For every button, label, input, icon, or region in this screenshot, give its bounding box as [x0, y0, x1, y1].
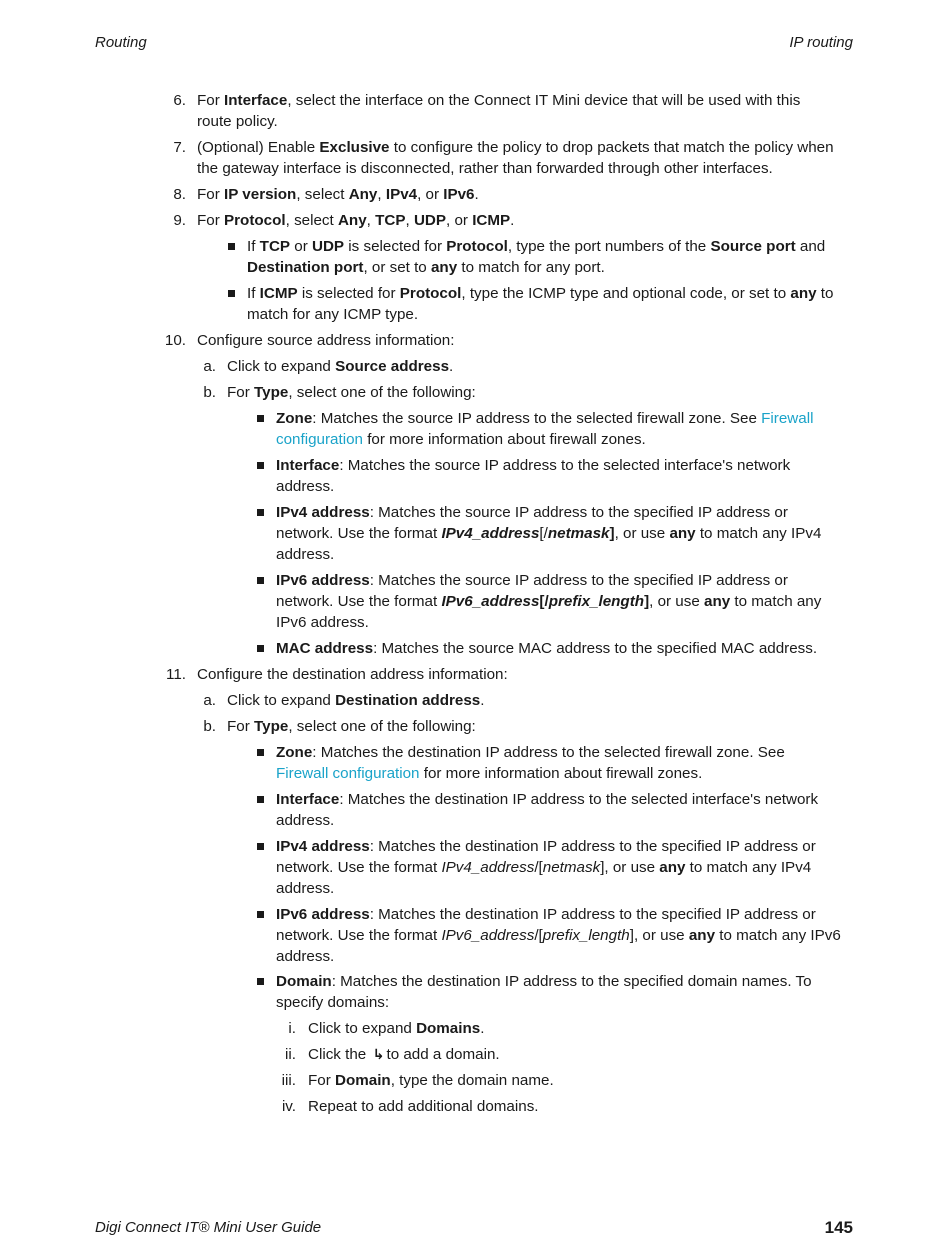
bullet	[257, 796, 264, 803]
src-zone-item-line2: configuration for more information about firewall zones.	[276, 431, 646, 448]
substep-letter: b.	[203, 718, 216, 735]
firewall-config-link[interactable]: Firewall	[761, 410, 814, 427]
step-11a: Click to expand Destination address.	[227, 692, 485, 709]
dst-domain-item-line2: specify domains:	[276, 994, 390, 1011]
dst-ipv4-item-line2: network. Use the format IPv4_address/[netmask], or use any to match any IPv4	[276, 859, 812, 876]
step-6-line2: route policy.	[197, 113, 278, 130]
bullet	[257, 911, 264, 918]
dst-ipv6-item-line2: network. Use the format IPv6_address/[prefix_length], or use any to match any IPv6	[276, 927, 841, 944]
bullet	[257, 843, 264, 850]
src-ipv4-item: IPv4 address: Matches the source IP address to the specified IP address or	[276, 504, 788, 521]
src-ipv6-item-line3: IPv6 address.	[276, 614, 369, 631]
src-ipv4-item-line3: address.	[276, 546, 335, 563]
step-9-bullet-tcp-udp: If TCP or UDP is selected for Protocol, type the port numbers of the Source port and	[247, 238, 826, 255]
substep-letter: a.	[203, 692, 216, 709]
header-topic: IP routing	[789, 34, 853, 51]
dst-interface-item-line2: address.	[276, 812, 335, 829]
bullet	[228, 290, 235, 297]
domain-step-1: Click to expand Domains.	[308, 1020, 485, 1037]
roman-number: i.	[288, 1020, 296, 1037]
substep-letter: a.	[203, 358, 216, 375]
step-number: 11.	[166, 666, 186, 683]
domain-step-3: For Domain, type the domain name.	[308, 1072, 554, 1089]
dst-zone-item: Zone: Matches the destination IP address to the selected firewall zone. See	[276, 744, 785, 761]
step-7: (Optional) Enable Exclusive to configure the policy to drop packets that match the policy when	[197, 139, 834, 156]
dst-zone-item-line2: Firewall configuration for more information about firewall zones.	[276, 765, 703, 782]
bullet	[257, 978, 264, 985]
bullet	[257, 462, 264, 469]
header-section: Routing	[95, 34, 147, 51]
src-ipv6-item: IPv6 address: Matches the source IP address to the specified IP address or	[276, 572, 788, 589]
bullet	[257, 749, 264, 756]
src-interface-item-line2: address.	[276, 478, 335, 495]
bullet	[257, 577, 264, 584]
domain-step-2: Click the ↳ to add a domain.	[308, 1046, 500, 1063]
src-ipv4-item-line2: network. Use the format IPv4_address[/netmask], or use any to match any IPv4	[276, 525, 822, 542]
dst-interface-item: Interface: Matches the destination IP address to the selected interface's network	[276, 791, 819, 808]
step-11: Configure the destination address information:	[197, 666, 508, 683]
step-6: For Interface, select the interface on the Connect IT Mini device that will be used with this	[197, 92, 801, 109]
src-ipv6-item-line2: network. Use the format IPv6_address[/prefix_length], or use any to match any	[276, 593, 822, 610]
step-9-bullet-tcp-udp-line2: Destination port, or set to any to match for any port.	[247, 259, 605, 276]
step-10a: Click to expand Source address.	[227, 358, 454, 375]
bullet	[257, 415, 264, 422]
bullet	[228, 243, 235, 250]
step-number: 10.	[164, 332, 186, 349]
footer-title: Digi Connect IT® Mini User Guide	[95, 1219, 322, 1236]
bullet	[257, 509, 264, 516]
src-mac-item: MAC address: Matches the source MAC address to the specified MAC address.	[276, 640, 818, 657]
dst-ipv6-item: IPv6 address: Matches the destination IP address to the specified IP address or	[276, 906, 816, 923]
dst-ipv6-item-line3: address.	[276, 948, 335, 965]
step-10b: For Type, select one of the following:	[227, 384, 476, 401]
step-8: For IP version, select Any, IPv4, or IPv6.	[197, 186, 479, 203]
src-interface-item: Interface: Matches the source IP address to the selected interface's network	[276, 457, 791, 474]
roman-number: iv.	[281, 1098, 296, 1115]
firewall-config-link[interactable]: Firewall configuration	[276, 765, 420, 782]
src-zone-item: Zone: Matches the source IP address to the selected firewall zone. See Firewall	[276, 410, 814, 427]
roman-number: iii.	[281, 1072, 296, 1089]
step-10: Configure source address information:	[197, 332, 455, 349]
add-icon[interactable]: ↳	[372, 1046, 385, 1062]
firewall-config-link[interactable]: configuration	[276, 431, 363, 448]
page-number: 145	[824, 1218, 853, 1237]
step-number: 8.	[173, 186, 186, 203]
dst-ipv4-item: IPv4 address: Matches the destination IP address to the specified IP address or	[276, 838, 816, 855]
substep-letter: b.	[203, 384, 216, 401]
step-9-bullet-icmp-line2: match for any ICMP type.	[247, 306, 419, 323]
domain-step-4: Repeat to add additional domains.	[308, 1098, 539, 1115]
step-number: 9.	[173, 212, 186, 229]
dst-ipv4-item-line3: address.	[276, 880, 335, 897]
step-9-bullet-icmp: If ICMP is selected for Protocol, type the ICMP type and optional code, or set to any to	[247, 285, 834, 302]
step-number: 7.	[173, 139, 186, 156]
step-7-line2: the gateway interface is disconnected, rather than forwarded through other interfaces.	[197, 160, 773, 177]
step-11b: For Type, select one of the following:	[227, 718, 476, 735]
dst-domain-item: Domain: Matches the destination IP address to the specified domain names. To	[276, 973, 812, 990]
step-number: 6.	[173, 92, 186, 109]
roman-number: ii.	[285, 1046, 296, 1063]
step-9: For Protocol, select Any, TCP, UDP, or ICMP.	[197, 212, 515, 229]
bullet	[257, 645, 264, 652]
